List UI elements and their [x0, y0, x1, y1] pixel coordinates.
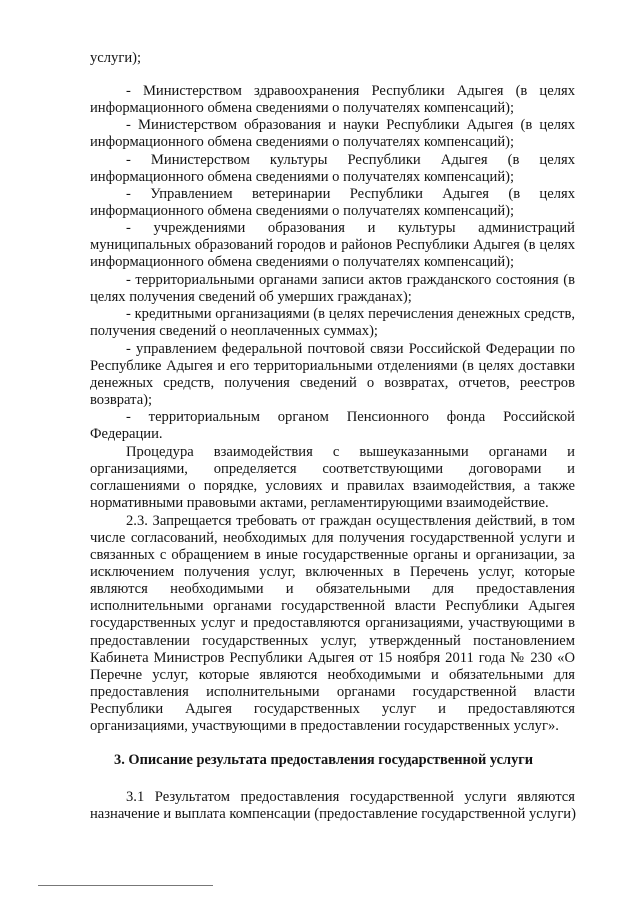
text-line: организациями, участвующими в предоставлении государственных услуг».: [90, 718, 559, 734]
text-line: исключением получения услуг, включенных в Перечень услуг, которые: [90, 564, 575, 580]
text-line: соглашениями о порядке, условиях и правилах взаимодействия, а также: [90, 478, 575, 494]
text-line: Республике Адыгея и его территориальными отделениями (в целях доставки: [90, 358, 575, 374]
list-item: - кредитными организациями (в целях перечисления денежных средств,: [126, 306, 575, 322]
text-line: Федерации.: [90, 426, 163, 442]
text-line: числе согласований, необходимых для получения государственной услуги и: [90, 530, 575, 546]
paragraph-start: Процедура взаимодействия с вышеуказанными органами и: [126, 444, 575, 460]
text-line: возврата);: [90, 392, 153, 408]
text-line: услуги);: [90, 50, 142, 66]
text-line: целях получения сведений об умерших гражданах);: [90, 289, 412, 305]
text-line: информационного обмена сведениями о получателях компенсаций);: [90, 134, 515, 150]
text-line: информационного обмена сведениями о получателях компенсаций);: [90, 203, 515, 219]
text-line: являются необходимыми и обязательными для предоставления: [90, 581, 575, 597]
text-line: предоставлении государственных услуг, утвержденный постановлением: [90, 633, 575, 649]
text-line: получения сведений о неоплаченных суммах);: [90, 323, 378, 339]
text-line: Кабинета Министров Республики Адыгея от 15 ноября 2011 года № 230 «О: [90, 650, 575, 666]
text-line: исполнительными органами государственной власти Республики Адыгея: [90, 598, 575, 614]
paragraph-start: 2.3. Запрещается требовать от граждан осуществления действий, в том: [126, 513, 575, 529]
list-item: - Управлением ветеринарии Республики Адыгея (в целях: [126, 186, 575, 202]
list-item: - учреждениями образования и культуры администраций: [126, 220, 575, 236]
list-item: - Министерством здравоохранения Республики Адыгея (в целях: [126, 83, 575, 99]
text-line: предоставления исполнительными органами государственной власти: [90, 684, 575, 700]
paragraph-start: 3.1 Результатом предоставления государственной услуги являются: [126, 789, 575, 805]
footnote-divider: [38, 885, 213, 886]
list-item: - территориальными органами записи актов гражданского состояния (в: [126, 272, 575, 288]
text-line: связанных с обращением в иные государственные органы и организации, за: [90, 547, 575, 563]
text-line: нормативными правовыми актами, регламентирующими взаимодействие.: [90, 495, 549, 511]
text-line: информационного обмена сведениями о получателях компенсаций);: [90, 100, 515, 116]
text-line: назначение и выплата компенсации (предоставление государственной услуги): [90, 806, 576, 822]
text-line: информационного обмена сведениями о получателях компенсаций);: [90, 169, 515, 185]
text-line: государственных услуг и предоставляются организациями, участвующими в: [90, 615, 575, 631]
list-item: - территориальным органом Пенсионного фонда Российской: [126, 409, 575, 425]
text-line: Перечне услуг, которые являются необходимыми и обязательными для: [90, 667, 575, 683]
list-item: - Министерством образования и науки Республики Адыгея (в целях: [126, 117, 575, 133]
text-line: денежных средств, получения сведений о возвратах, отчетов, реестров: [90, 375, 575, 391]
list-item: - управлением федеральной почтовой связи Российской Федерации по: [126, 341, 575, 357]
text-line: Республики Адыгея государственных услуг и предоставляются: [90, 701, 575, 717]
text-line: организациями, определяется соответствующими договорами и: [90, 461, 575, 477]
text-line: муниципальных образований городов и районов Республики Адыгея (в целях: [90, 237, 575, 253]
list-item: - Министерством культуры Республики Адыгея (в целях: [126, 152, 575, 168]
text-line: информационного обмена сведениями о получателях компенсаций);: [90, 254, 515, 270]
section-heading: 3. Описание результата предоставления государственной услуги: [114, 752, 534, 768]
